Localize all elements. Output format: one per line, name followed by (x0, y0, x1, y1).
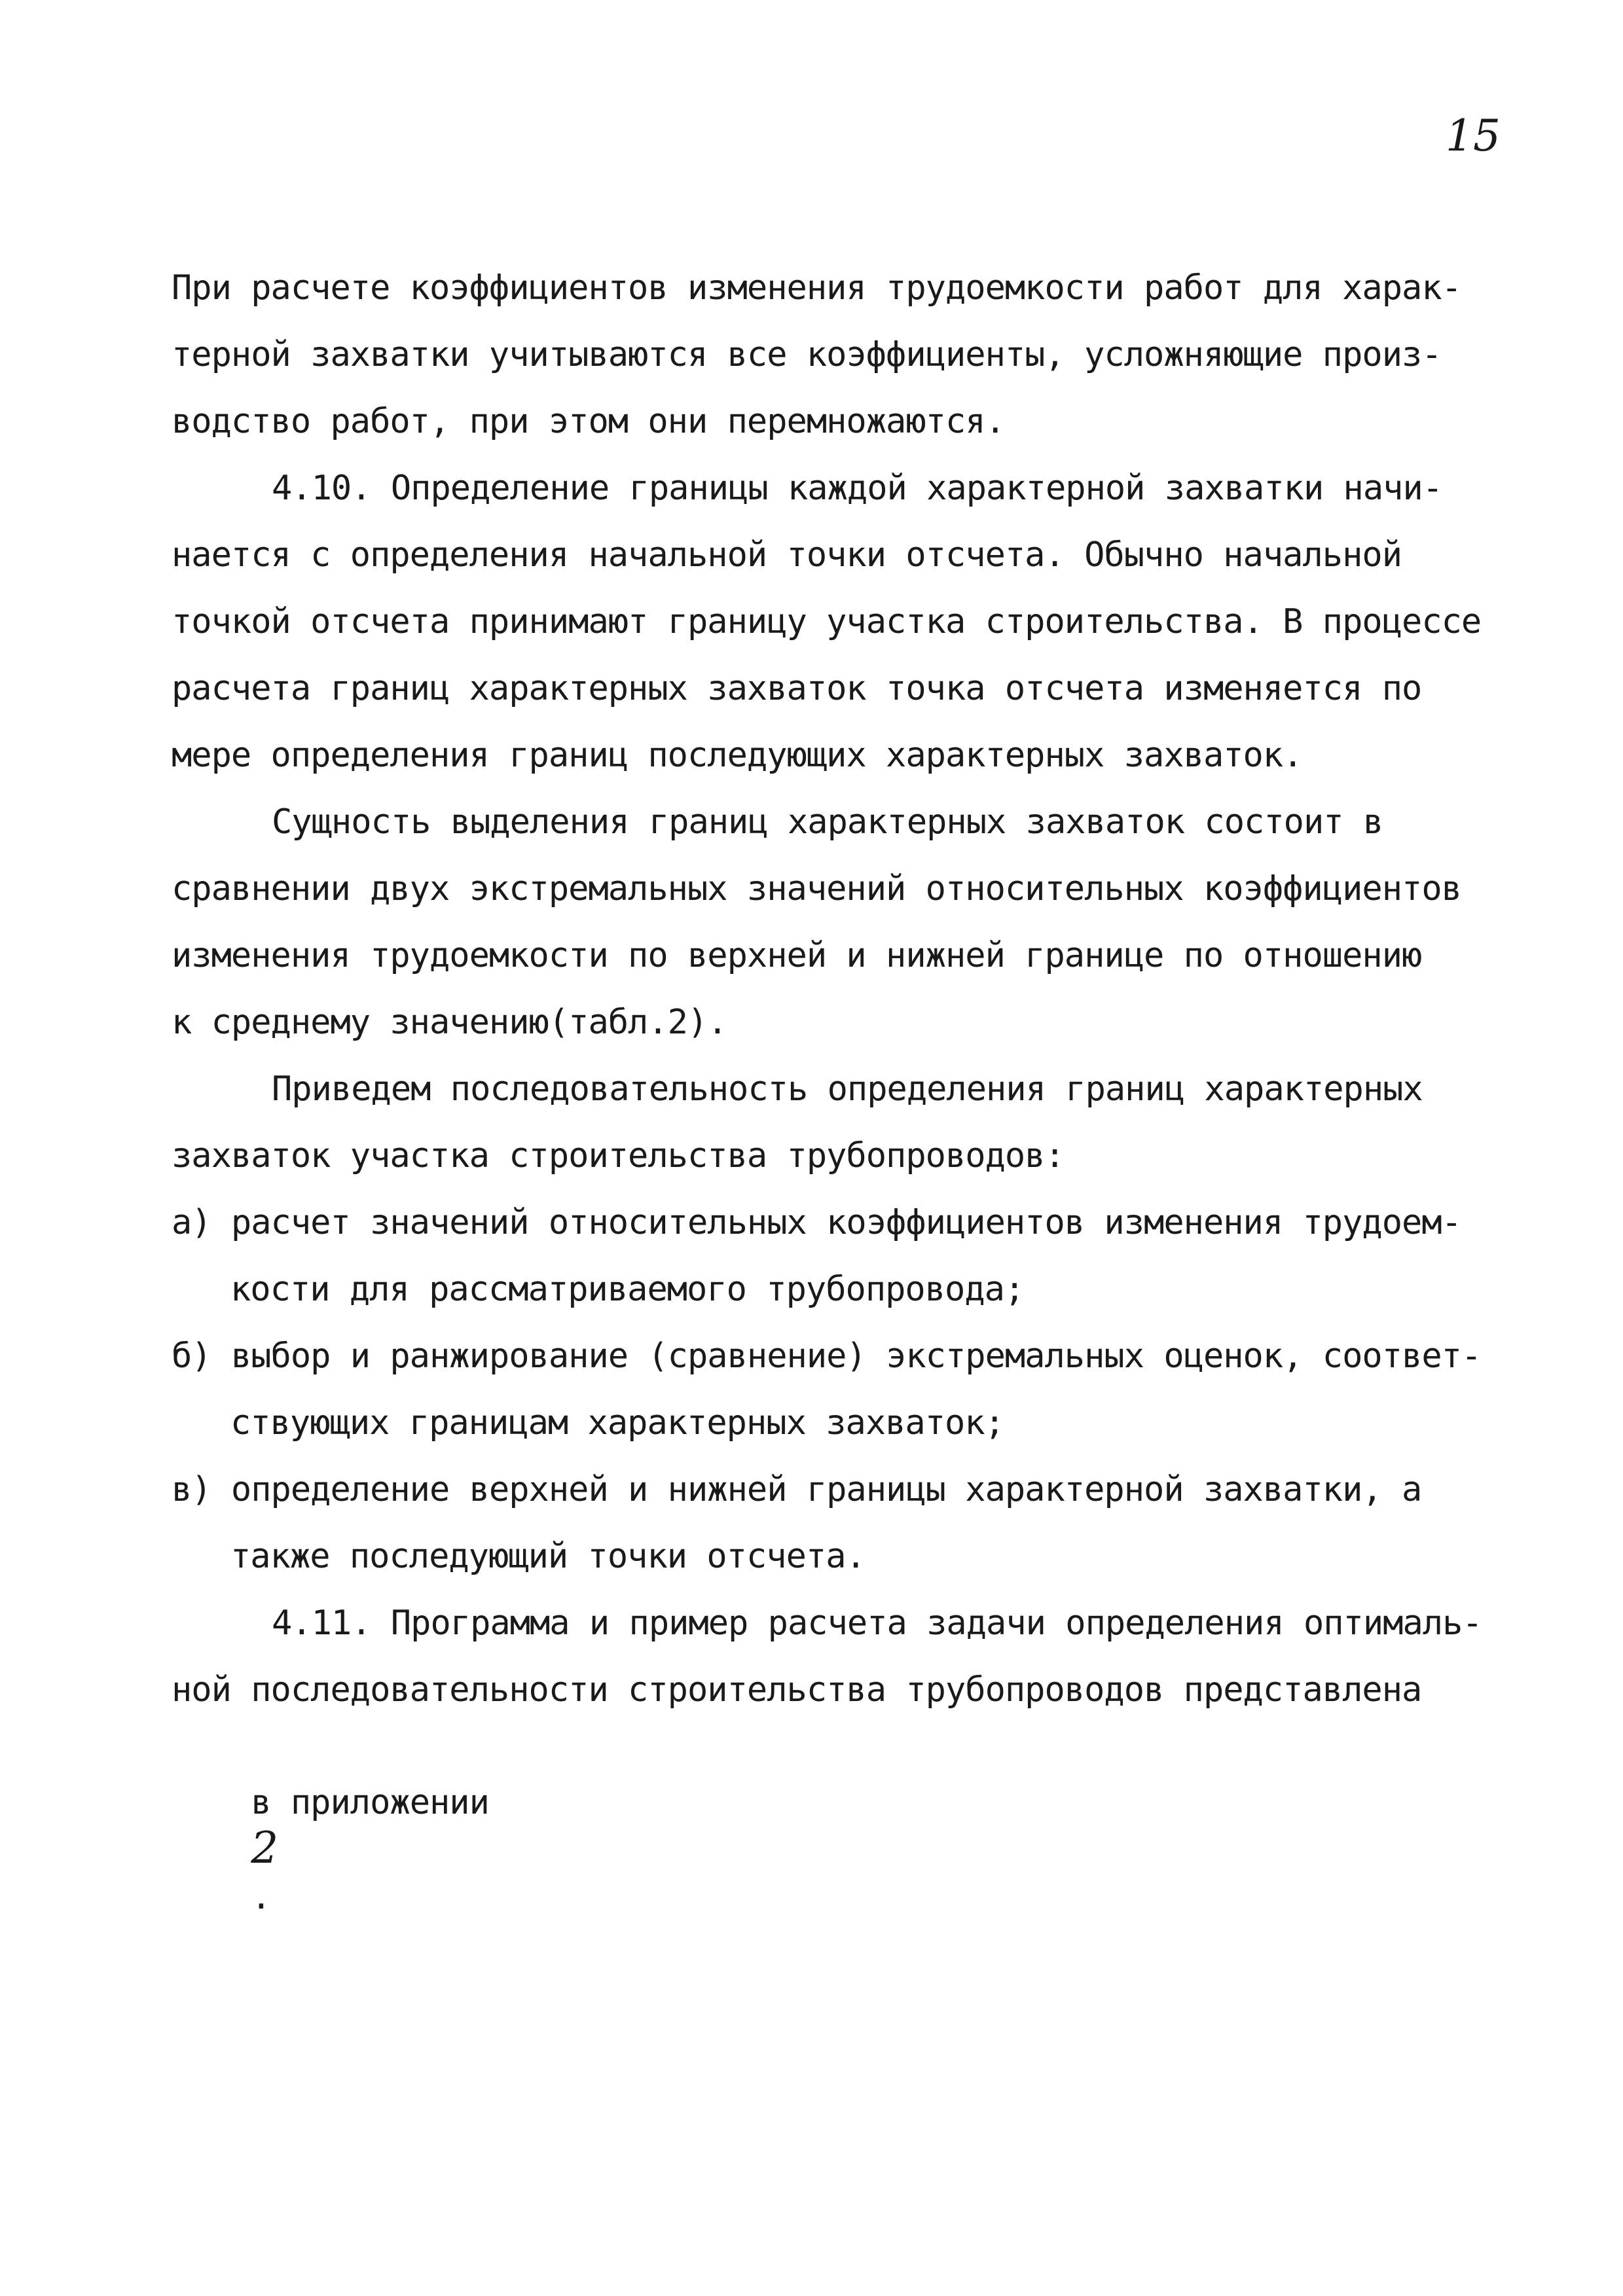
paragraph-3-line-1: Сущность выделения границ характерных захваток состоит в (272, 802, 1383, 842)
list-item-b-line-1: б) выбор и ранжирование (сравнение) экстремальных оценок, соответ- (172, 1336, 1482, 1376)
appendix-number-handwritten: 2 (251, 1823, 278, 1873)
paragraph-1-line-2: терной захватки учитываются все коэффициенты, усложняющие произ- (172, 335, 1442, 374)
list-item-a-line-2: кости для рассматриваемого трубопровода; (230, 1270, 1025, 1309)
paragraph-2-line-5: мере определения границ последующих характерных захваток. (172, 736, 1303, 775)
sentence-end-period: . (251, 1878, 271, 1917)
paragraph-4-line-1: Приведем последовательность определения границ характерных (272, 1069, 1423, 1109)
paragraph-3-line-3: изменения трудоемкости по верхней и нижней границе по отношению (172, 936, 1422, 975)
paragraph-3-line-4: к среднему значению(табл.2). (172, 1003, 727, 1042)
page-number: 15 (1446, 111, 1501, 161)
paragraph-2-line-1: 4.10. Определение границы каждой характерной захватки начи- (272, 469, 1443, 508)
list-item-b-line-2: ствующих границам характерных захваток; (230, 1403, 1004, 1443)
paragraph-3-line-2: сравнении двух экстремальных значений относительных коэффициентов (172, 869, 1461, 908)
paragraph-2-line-4: расчета границ характерных захваток точка отсчета изменяется по (172, 669, 1422, 708)
list-item-c-line-1: в) определение верхней и нижней границы характерной захватки, а (172, 1470, 1422, 1509)
paragraph-5-line-1: 4.11. Программа и пример расчета задачи определения оптималь- (272, 1604, 1482, 1643)
paragraph-1-line-3: водство работ, при этом они перемножаются. (172, 402, 1005, 441)
list-item-c-line-2: также последующий точки отсчета. (230, 1537, 866, 1576)
appendix-reference-text: в приложении (251, 1783, 489, 1822)
list-item-a-line-1: а) расчет значений относительных коэффициентов изменения трудоем- (172, 1203, 1461, 1242)
paragraph-2-line-3: точкой отсчета принимают границу участка строительства. В процессе (172, 602, 1482, 641)
paragraph-2-line-2: нается с определения начальной точки отсчета. Обычно начальной (172, 535, 1402, 575)
paragraph-5-line-3 (172, 1734, 489, 1966)
paragraph-5-line-2: ной последовательности строительства трубопроводов представлена (172, 1670, 1422, 1710)
paragraph-1-line-1: При расчете коэффициентов изменения трудоемкости работ для харак- (172, 268, 1461, 308)
paragraph-4-line-2: захваток участка строительства трубопроводов: (172, 1136, 1065, 1175)
